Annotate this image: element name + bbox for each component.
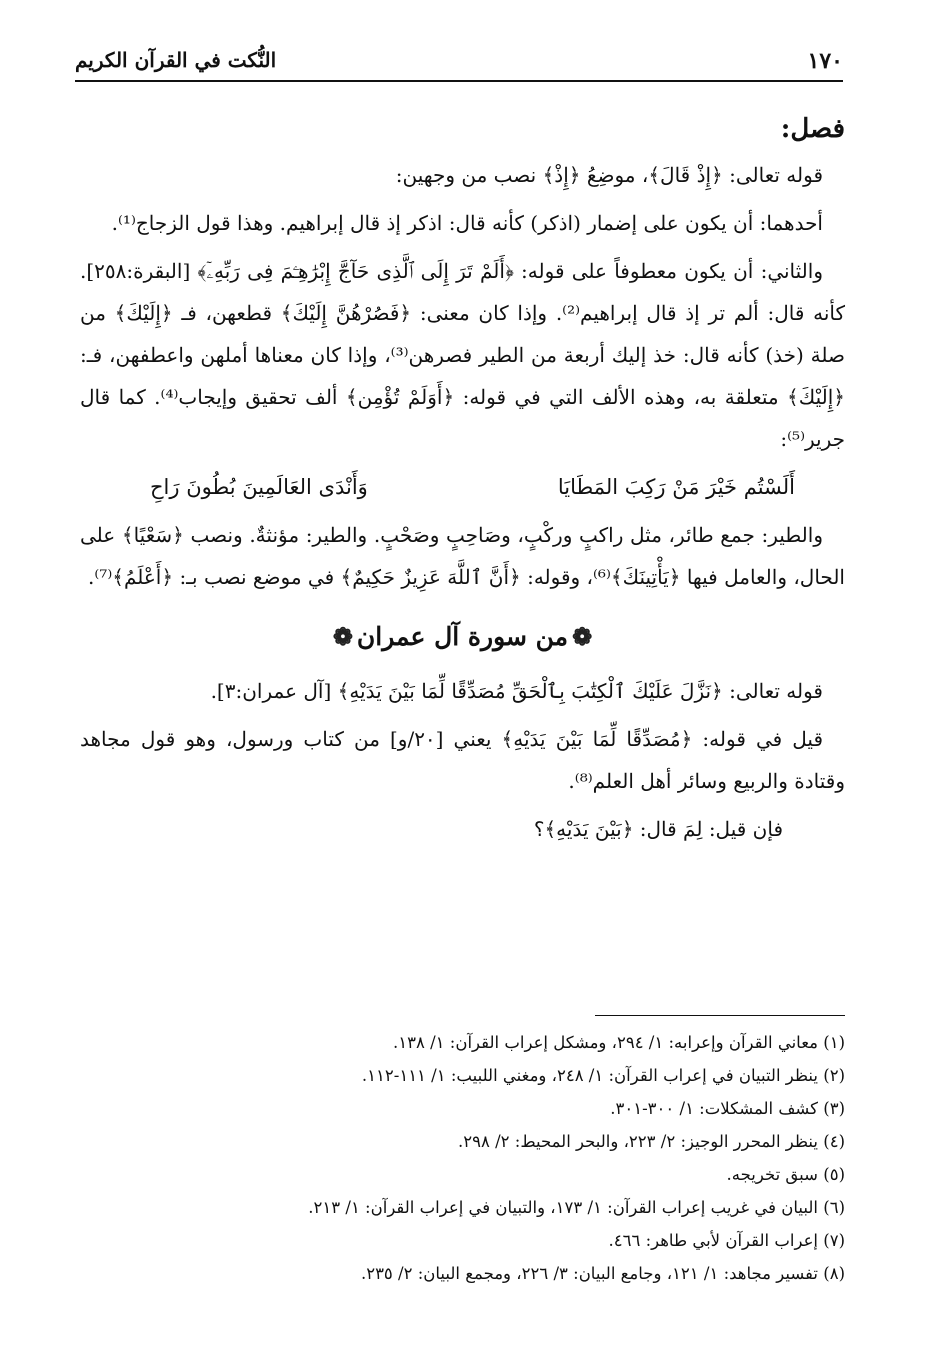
- poem-second-hemistich: وَأَنْدَى العَالَمِينَ بُطُونَ رَاحِ: [150, 475, 368, 499]
- footnote: (٣) كشف المشكلات: ١/ ٣٠٠-٣٠١.: [610, 1099, 845, 1118]
- ornament-icon: ❁: [572, 622, 593, 651]
- footnote: (٦) البيان في غريب إعراب القرآن: ١/ ١٧٣، والتبيان في إعراب القرآن: ١/ ٢١٣.: [308, 1198, 845, 1217]
- section-heading: فصل:: [780, 114, 845, 144]
- footnote-divider: [595, 1015, 845, 1016]
- surah-heading: [80, 616, 845, 658]
- footnote: (٧) إعراب القرآن لأبي طاهر: ٤٦٦.: [608, 1231, 845, 1250]
- poem-verse: [80, 466, 845, 508]
- ornament-icon: ❁: [332, 622, 353, 651]
- page-header: [75, 40, 843, 82]
- footnote: (٤) ينظر المحرر الوجيز: ٢/ ٢٢٣، والبحر المحيط: ٢/ ٢٩٨.: [458, 1132, 845, 1151]
- paragraph: والثاني: أن يكون معطوفاً على قوله: ﴿أَلَمْ تَرَ إِلَى ٱلَّذِى حَآجَّ إِبْرَٰهِـۧمَ فِى رَبِّهِۦٓ﴾ [البقرة:٢٥٨]. كأنه قال: ألم تر إذ قال إبراهيم⁽²⁾. وإذا كان معنى: ﴿فَصُرْهُنَّ إِلَيْكَ﴾ قطعهن، فـ ﴿إِلَيْكَ﴾ من صلة (خذ) كأنه قال: خذ إليك أربعة من الطير فصرهن⁽³⁾، وإذا كان معناها أملهن واعطفهن، فـ: ﴿إِلَيْكَ﴾ متعلقة به، وهذه الألف التي في قوله: ﴿أَوَلَمْ تُؤْمِن﴾ ألف تحقيق وإيجاب⁽⁴⁾. كما قال جرير⁽⁵⁾:: [80, 259, 846, 451]
- paragraph: قيل في قوله: ﴿مُصَدِّقًا لِّمَا بَيْنَ يَدَيْهِ﴾ يعني [٢٠/و] من كتاب ورسول، وهو قول مجاهد وقتادة والربيع وسائر أهل العلم⁽⁸⁾.: [80, 727, 845, 793]
- surah-heading-text: من سورة آل عمران: [356, 622, 569, 651]
- footnote: (٥) سبق تخريجه.: [726, 1165, 845, 1184]
- poem-first-hemistich: أَلَسْتُم خَيْرَ مَنْ رَكِبَ المَطَايَا: [557, 475, 795, 499]
- footnote: (٢) ينظر التبيان في إعراب القرآن: ١/ ٢٤٨، ومغني اللبيب: ١/ ١١١-١١٢.: [361, 1066, 845, 1085]
- paragraph: والطير: جمع طائر، مثل راكبٍ وركْبٍ، وصَاحِبٍ وصَحْبٍ. والطير: مؤنثةٌ. ونصب ﴿سَعْيًا﴾ على الحال، والعامل فيها ﴿يَأْتِينَكَ﴾⁽⁶⁾، وقوله: ﴿أَنَّ ٱللَّهَ عَزِيزٌ حَكِيمٌ﴾ في موضع نصب بـ: ﴿أَعْلَمُ﴾⁽⁷⁾.: [80, 523, 845, 589]
- main-text: [80, 108, 845, 856]
- running-title: النُّكت في القرآن الكريم: [75, 48, 277, 72]
- footnotes: [80, 1015, 845, 1290]
- paragraph: قوله تعالى: ﴿نَزَّلَ عَلَيْكَ ٱلْكِتَٰبَ بِٱلْحَقِّ مُصَدِّقًا لِّمَا بَيْنَ يَدَيْهِ﴾ [آل عمران:٣].: [210, 679, 823, 703]
- footnote: (١) معاني القرآن وإعرابه: ١/ ٢٩٤، ومشكل إعراب القرآن: ١/ ١٣٨.: [393, 1033, 845, 1052]
- page-number: ١٧٠: [807, 48, 843, 74]
- paragraph: أحدهما: أن يكون على إضمار (اذكر) كأنه قال: اذكر إذ قال إبراهيم. وهذا قول الزجاج⁽¹⁾.: [111, 211, 823, 235]
- footnote: (٨) تفسير مجاهد: ١/ ١٢١، وجامع البيان: ٣/ ٢٢٦، ومجمع البيان: ٢/ ٢٣٥.: [360, 1264, 845, 1283]
- paragraph: قوله تعالى: ﴿إِذْ قَالَ﴾، موضِعُ ﴿إِذْ﴾ نصب من وجهين:: [395, 163, 823, 187]
- paragraph: فإن قيل: لِمَ قال: ﴿بَيْنَ يَدَيْهِ﴾؟: [533, 817, 783, 841]
